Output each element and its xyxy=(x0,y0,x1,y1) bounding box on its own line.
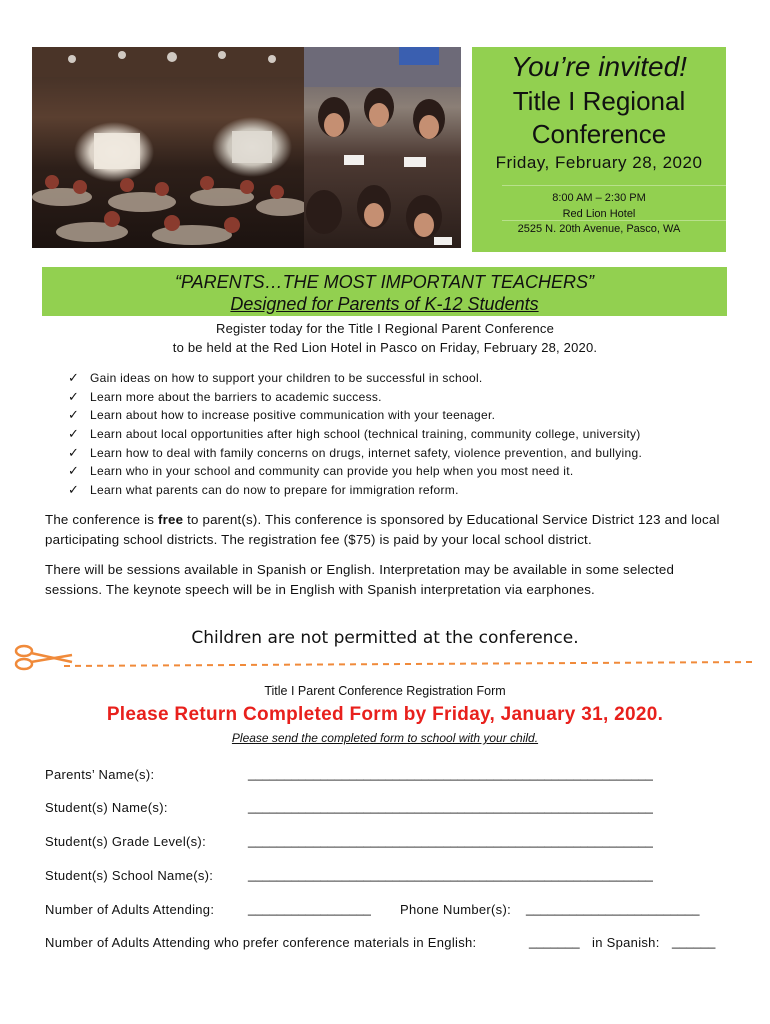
list-item: ✓ Learn who in your school and community can provide you help when you most need it. xyxy=(68,463,574,479)
checkmark-icon: ✓ xyxy=(68,481,80,497)
students-name-field[interactable]: ________________________________________________________ xyxy=(248,799,653,814)
list-item: ✓ Learn about how to increase positive communication with your teenager. xyxy=(68,407,496,423)
conference-address: 2525 N. 20th Avenue, Pasco, WA xyxy=(517,223,681,235)
list-item: ✓ Learn more about the barriers to academic success. xyxy=(68,388,382,404)
spanish-preference-label: in Spanish: xyxy=(592,935,660,950)
list-item: ✓ Learn what parents can do now to prepare for immigration reform. xyxy=(68,481,459,497)
list-item: ✓ Learn about local opportunities after high school (technical training, community college, university) xyxy=(68,426,641,442)
banner-subtitle: Designed for Parents of K-12 Students xyxy=(230,294,539,314)
invite-headline: You’re invited! xyxy=(511,51,687,82)
form-heading: Title I Parent Conference Registration Form xyxy=(264,684,506,698)
intro-line-1: Register today for the Title I Regional Parent Conference xyxy=(215,321,555,336)
checkmark-icon: ✓ xyxy=(68,463,80,479)
english-count-field[interactable]: _______ xyxy=(529,934,580,949)
checkmark-icon: ✓ xyxy=(68,370,80,386)
conference-hall-photo xyxy=(32,47,304,248)
language-paragraph: There will be sessions available in Spanish or English. Interpretation may be available in some selected sessions. The keynote speech will be in English with Spanish interpretation via earphones. xyxy=(45,562,675,597)
intro-line-2: to be held at the Red Lion Hotel in Pasco on Friday, February 28, 2020. xyxy=(172,340,598,355)
english-preference-label: Number of Adults Attending who prefer conference materials in English: xyxy=(45,935,477,950)
slogan-banner xyxy=(42,267,727,316)
grade-level-label: Student(s) Grade Level(s): xyxy=(45,834,206,849)
adults-attending-label: Number of Adults Attending: xyxy=(45,902,215,917)
adults-attending-field[interactable]: _________________ xyxy=(248,901,371,916)
phone-number-field[interactable]: ________________________ xyxy=(526,901,700,916)
checkmark-icon: ✓ xyxy=(68,407,80,423)
return-deadline: Please Return Completed Form by Friday, January 31, 2020. xyxy=(106,704,664,725)
banner-slogan: “PARENTS…THE MOST IMPORTANT TEACHERS” xyxy=(174,272,595,292)
parents-name-field[interactable]: ________________________________________________________ xyxy=(248,766,653,781)
list-item: ✓ Gain ideas on how to support your children to be successful in school. xyxy=(68,370,483,386)
conference-name: Title I Regional Conference xyxy=(512,86,686,149)
checkmark-icon: ✓ xyxy=(68,388,80,404)
send-instruction: Please send the completed form to school with your child. xyxy=(231,731,539,745)
conference-venue: Red Lion Hotel xyxy=(562,208,636,220)
list-item: ✓ Learn how to deal with family concerns on drugs, internet safety, violence prevention, and bullying. xyxy=(68,444,643,460)
children-notice: Children are not permitted at the conference. xyxy=(191,628,579,648)
checkmark-icon: ✓ xyxy=(68,444,80,460)
school-name-label: Student(s) School Name(s): xyxy=(45,868,214,883)
audience-photo xyxy=(304,47,461,248)
students-name-label: Student(s) Name(s): xyxy=(45,800,168,815)
divider xyxy=(502,220,726,221)
conference-date: Friday, February 28, 2020 xyxy=(495,153,703,172)
spanish-count-field[interactable]: ______ xyxy=(672,934,716,949)
benefits-list xyxy=(68,369,642,499)
cut-line xyxy=(14,642,754,672)
conference-time: 8:00 AM – 2:30 PM xyxy=(552,192,646,204)
divider xyxy=(502,185,726,186)
checkmark-icon: ✓ xyxy=(68,426,80,442)
phone-number-label: Phone Number(s): xyxy=(400,902,512,917)
scissors-icon xyxy=(16,646,72,669)
school-name-field[interactable]: ________________________________________________________ xyxy=(248,867,653,882)
invitation-box xyxy=(472,47,726,252)
fee-paragraph: The conference is free to parent(s). This conference is sponsored by Educational Service District 123 and local participating school districts. The registration fee ($75) is paid by your local school district. xyxy=(45,512,720,547)
grade-level-field[interactable]: ________________________________________________________ xyxy=(248,833,653,848)
parents-name-label: Parents’ Name(s): xyxy=(45,767,155,782)
free-emphasis: free xyxy=(158,512,184,527)
